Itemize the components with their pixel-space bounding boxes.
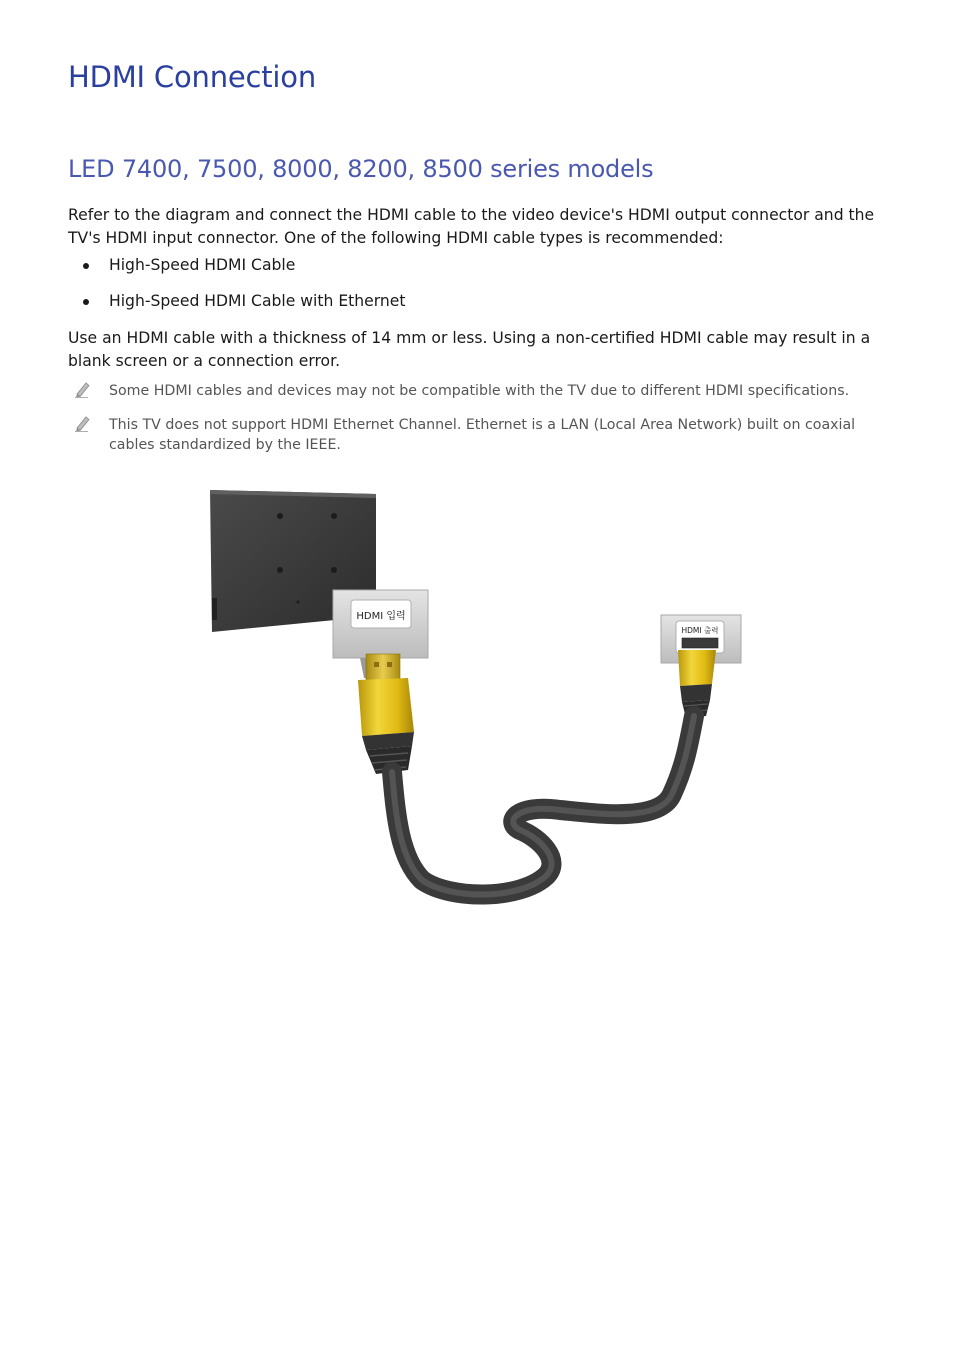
thickness-paragraph: Use an HDMI cable with a thickness of 14 mm or less. Using a non-certified HDMI cable may result in a blank screen or a connection error. [68,329,871,370]
note-text: This TV does not support HDMI Ethernet Channel. Ethernet is a LAN (Local Area Network) built on coaxial cables standardized by the IEEE. [109,417,856,453]
bullet-icon [83,299,89,305]
list-item-label: High-Speed HDMI Cable with Ethernet [109,292,406,310]
note [68,415,890,455]
pencil-icon [74,414,92,432]
list-item-label: High-Speed HDMI Cable [109,256,296,274]
list-item [68,290,868,326]
bullet-icon [83,263,89,269]
section-heading: LED 7400, 7500, 8000, 8200, 8500 series models [68,155,654,183]
note [68,381,890,401]
hdmi-plug-tv-side [358,654,414,774]
intro-paragraph: Refer to the diagram and connect the HDMI cable to the video device's HDMI output connector and the TV's HDMI input connector. One of the following HDMI cable types is recommended: [68,206,875,247]
cable-type-list [68,254,868,326]
list-item [68,254,868,290]
hdmi-connection-diagram [200,478,760,918]
page-title: HDMI Connection [68,60,317,94]
tv-port-label: HDMI 입력 [356,611,406,622]
device-port-label: HDMI 출력 [681,626,719,635]
note-text: Some HDMI cables and devices may not be compatible with the TV due to different HDMI specifications. [109,383,850,399]
hdmi-cable [392,716,694,895]
pencil-icon [74,380,92,398]
